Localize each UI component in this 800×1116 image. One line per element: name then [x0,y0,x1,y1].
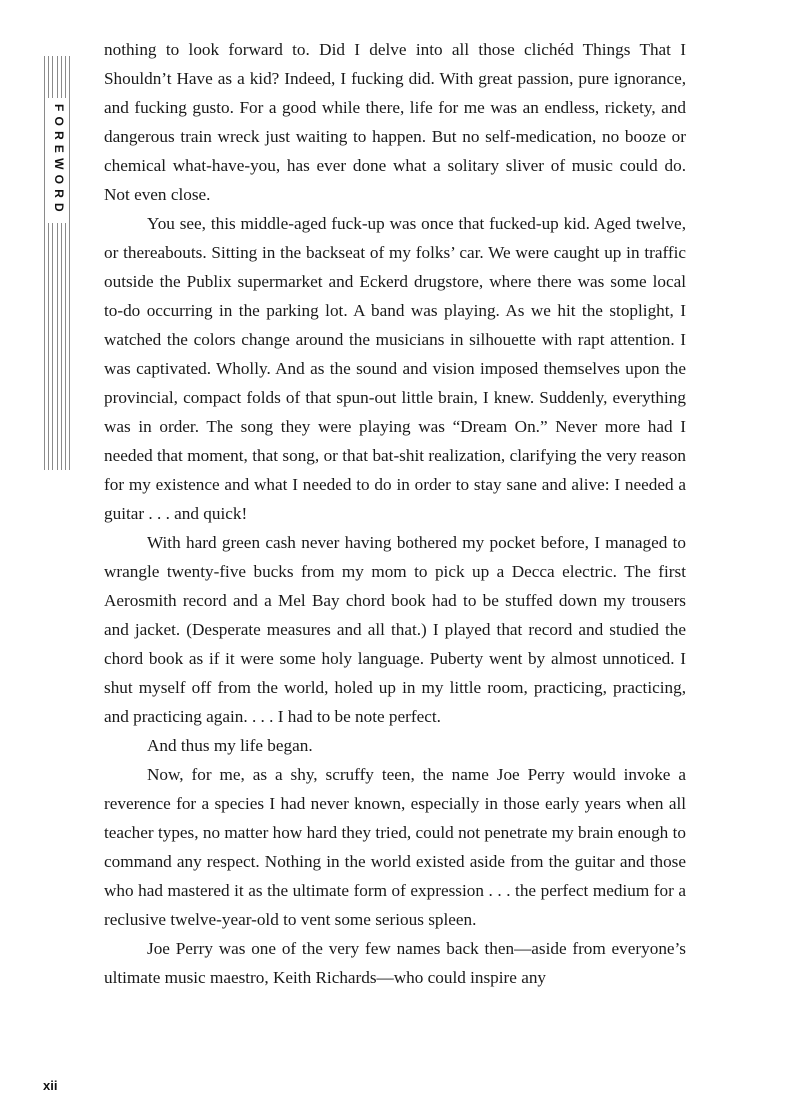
page-number: xii [43,1078,58,1093]
paragraph: And thus my life began. [147,736,313,755]
paragraph: Now, for me, as a shy, scruffy teen, the name Joe Perry would invoke a reverence for a species I had never known, especially in those early years when all teacher types, no matter how hard they tried, could not penetrate my brain enough to command any respect. Nothing in the world existed aside from the guitar and those who had mastered it as the ultimate form of expression . . . the perfect medium for a reclusive twelve-year-old to vent some serious spleen. [104,765,686,929]
paragraph: With hard green cash never having bothered my pocket before, I managed to wrangle twenty-five bucks from my mom to pick up a Decca electric. The first Aerosmith record and a Mel Bay chord book had to be stuffed down my trousers and jacket. (Desperate measures and all that.) I played that record and studied the chord book as if it were some holy language. Puberty went by almost unnoticed. I shut myself off from the world, holed up in my little room, practicing, practicing, and practicing again. . . . I had to be note perfect. [104,533,686,726]
paragraph: nothing to look forward to. Did I delve into all those clichéd Things That I Shouldn’t Have as a kid? Indeed, I fucking did. With great passion, pure ignorance, and fucking gusto. For a good while there, life for me was an endless, rickety, and dangerous train wreck just waiting to happen. But no self-medication, no booze or chemical what-have-you, has ever done what a solitary sliver of music could do. Not even close. [104,40,686,204]
paragraph: Joe Perry was one of the very few names back then—aside from everyone’s ultimate music maestro, Keith Richards—who could inspire any [104,939,686,987]
paragraph: You see, this middle-aged fuck-up was once that fucked-up kid. Aged twelve, or thereabouts. Sitting in the backseat of my folks’ car. We were caught up in traffic outside the Publix supermarket and Eckerd drugstore, where there was some local to-do occurring in the parking lot. A band was playing. As we hit the stoplight, I watched the colors change around the musicians in silhouette with rapt attention. I was captivated. Wholly. And as the sound and vision imposed themselves upon the provincial, compact folds of that spun-out little brain, I knew. Suddenly, everything was in order. The song they were playing was “Dream On.” Never more had I needed that moment, that song, or that bat-shit realization, clarifying the very reason for my existence and what I needed to do in order to stay sane and alive: I needed a guitar . . . and quick! [104,214,686,523]
body-text [104,35,686,992]
running-head: FOREWORD [46,98,66,223]
